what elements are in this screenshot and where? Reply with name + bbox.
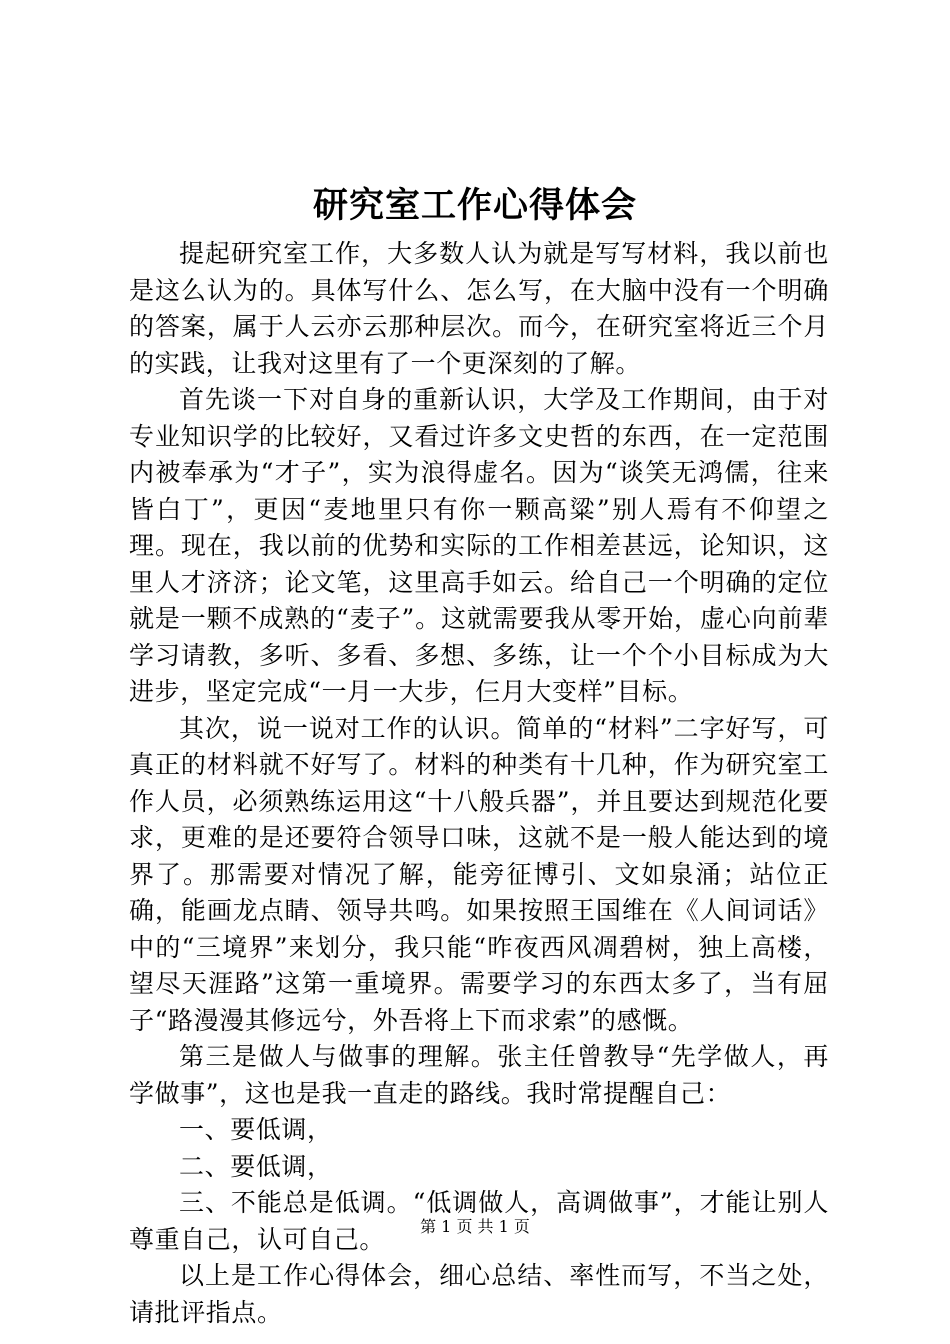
document-title: 研究室工作心得体会 (312, 185, 637, 226)
list-item-2: 二、要低调， (179, 1151, 333, 1181)
list-item-3: 三、不能总是低调。“低调做人，高调做事”，才能让别人尊重自己，认可自己。 (129, 1188, 829, 1254)
paragraph-conclusion: 以上是工作心得体会，细心总结、率性而写，不当之处，请批评指点。 (129, 1261, 829, 1327)
paragraph-conduct: 第三是做人与做事的理解。张主任曾教导“先学做人，再学做事”，这也是我一直走的路线。我时常提醒自己： (129, 1042, 829, 1108)
list-item-1: 一、要低调， (179, 1115, 333, 1144)
page-number-footer: 第 1 页 共 1 页 (420, 1217, 530, 1236)
paragraph-intro: 提起研究室工作，大多数人认为就是写写材料，我以前也是这么认为的。具体写什么、怎么写，在大脑中没有一个明确的答案，属于人云亦云那种层次。而今，在研究室将近三个月的实践，让我对这里有了一个更深刻的了解。 (129, 239, 829, 378)
paragraph-self-awareness: 首先谈一下对自身的重新认识，大学及工作期间，由于对专业知识学的比较好，又看过许多文史哲的东西，在一定范围内被奉承为“才子”，实为浪得虚名。因为“谈笑无鸿儒，往来皆白丁”，更因“麦地里只有你一颗高粱”别人焉有不仰望之理。现在，我以前的优势和实际的工作相差甚远，论知识，这里人才济济；论文笔，这里高手如云。给自己一个明确的定位就是一颗不成熟的“麦子”。这就需要我从零开始，虚心向前辈学习请教，多听、多看、多想、多练，让一个个小目标成为大进步，坚定完成“一月一大步，仨月大变样”目标。 (129, 385, 829, 706)
document-body (129, 236, 829, 1331)
paragraph-work-understanding: 其次，说一说对工作的认识。简单的“材料”二字好写，可真正的材料就不好写了。材料的种类有十几种，作为研究室工作人员，必须熟练运用这“十八般兵器”，并且要达到规范化要求，更难的是还要符合领导口味，这就不是一般人能达到的境界了。那需要对情况了解，能旁征博引、文如泉涌；站位正确，能画龙点睛、领导共鸣。如果按照王国维在《人间词话》中的“三境界”来划分，我只能“昨夜西风凋碧树，独上高楼，望尽天涯路”这第一重境界。需要学习的东西太多了，当有屈子“路漫漫其修远兮，外吾将上下而求索”的感慨。 (129, 713, 829, 1035)
